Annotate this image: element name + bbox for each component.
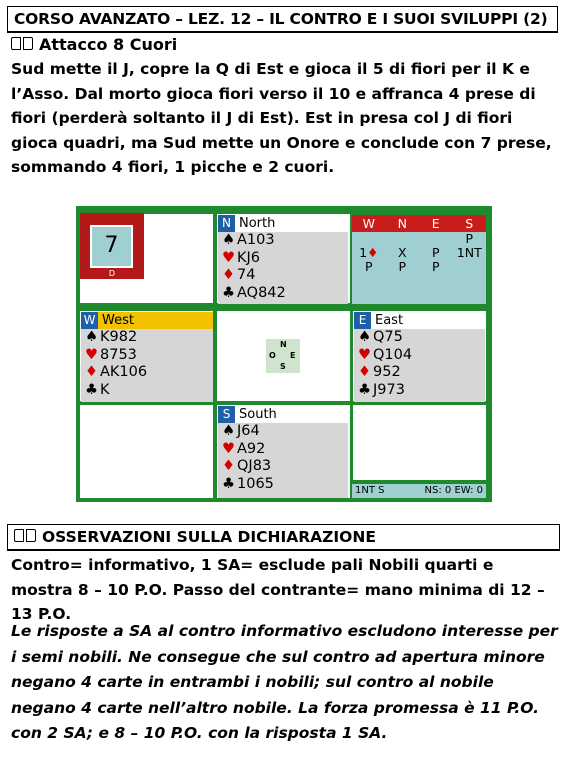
compass-rose — [266, 339, 300, 373]
south-name: South — [239, 406, 277, 422]
empty-cell — [80, 405, 213, 498]
north-diamonds: 74 — [237, 267, 256, 283]
west-name: West — [102, 312, 134, 328]
compass-e: E — [290, 351, 296, 360]
east-hand — [354, 312, 485, 402]
heart-icon: ♥ — [358, 346, 371, 363]
heart-icon: ♥ — [85, 346, 98, 363]
north-hand — [218, 215, 348, 304]
board-number: 7 — [90, 225, 133, 268]
south-seat-letter: S — [218, 406, 235, 423]
result-status — [352, 484, 486, 498]
east-hearts: Q104 — [373, 346, 413, 363]
south-hearts: A92 — [237, 440, 266, 457]
bid-col-s: S — [465, 216, 474, 231]
bid-cell: P — [465, 231, 474, 246]
east-diamonds: 952 — [373, 364, 401, 380]
contract-label: 1NT S — [355, 485, 385, 496]
diamond-icon: ♦ — [367, 245, 379, 260]
dealer-label: D — [108, 269, 116, 278]
bid-cell — [419, 232, 453, 246]
north-name: North — [239, 215, 276, 231]
north-hearts: KJ6 — [237, 249, 261, 266]
bidding-box — [352, 215, 486, 304]
bid-col-n: N — [397, 216, 407, 231]
bid-row — [352, 246, 486, 260]
result-cell — [353, 405, 486, 480]
spade-icon: ♠ — [358, 329, 371, 345]
bid-cell: P — [398, 259, 407, 274]
north-spades: A103 — [237, 232, 275, 248]
club-icon: ♣ — [85, 381, 98, 398]
club-icon: ♣ — [222, 475, 235, 492]
board-number-badge — [80, 213, 144, 279]
west-spades: K982 — [100, 329, 138, 345]
west-hand — [81, 312, 213, 402]
west-diamonds: AK106 — [100, 364, 148, 380]
bid-row — [352, 260, 486, 274]
compass-n: N — [280, 340, 287, 349]
compass-o: O — [269, 351, 276, 360]
east-spades: Q75 — [373, 329, 403, 345]
heart-icon: ♥ — [222, 440, 235, 457]
south-spades: J64 — [237, 423, 260, 439]
south-diamonds: QJ83 — [237, 458, 272, 474]
spade-icon: ♠ — [222, 423, 235, 439]
observations-paragraph: Contro= informativo, 1 SA= esclude pali Nobili quarti e mostra 8 – 10 P.O. Passo del contrante= mano minima di 12 – 13 P.O. — [11, 556, 545, 623]
north-seat-letter: N — [218, 215, 235, 232]
north-clubs: AQ842 — [237, 284, 286, 301]
bid-col-w: W — [362, 216, 375, 231]
club-icon: ♣ — [358, 381, 371, 398]
bid-cell — [352, 232, 386, 246]
diamond-icon: ♦ — [85, 364, 98, 380]
diamond-icon: ♦ — [222, 267, 235, 283]
south-hand — [218, 406, 348, 498]
italic-paragraph: Le risposte a SA al contro informativo escludono interesse per i semi nobili. Ne consegue che sul contro ad apertura minore negano 4 carte in entrambi i nobili; sul contro al nobile negano 4 carte nell’altro nobile. La forza promessa è 11 P.O. con 2 SA; e 8 – 10 P.O. con la risposta 1 SA. — [11, 622, 558, 742]
south-clubs: 1065 — [237, 475, 274, 492]
west-seat-letter: W — [81, 312, 98, 329]
attack-line — [11, 34, 177, 56]
compass-s: S — [280, 362, 286, 371]
east-seat-letter: E — [354, 312, 371, 329]
lead-paragraph: Sud mette il J, copre la Q di Est e gioca il 5 di fiori per il K e l’Asso. Dal morto gioca fiori verso il 10 e affranca 4 prese di fiori (perderà soltanto il J di Est). Est in presa col J di fiori gioca quadri, ma Sud mette un Onore e conclude con 7 prese, sommando 4 fiori, 1 picche e 2 cuori. — [11, 60, 552, 176]
bid-cell — [453, 260, 487, 274]
west-hearts: 8753 — [100, 346, 137, 363]
attack-label: Attacco 8 Cuori — [39, 35, 178, 54]
observations-title: OSSERVAZIONI SULLA DICHIARAZIONE — [42, 528, 376, 546]
west-clubs: K — [100, 381, 110, 398]
club-icon: ♣ — [222, 284, 235, 301]
diamond-icon: ♦ — [358, 364, 371, 380]
bid-cell: P — [431, 245, 440, 260]
east-clubs: J973 — [373, 381, 405, 398]
observations-header — [7, 524, 560, 551]
book-icon — [14, 529, 36, 543]
heart-icon: ♥ — [222, 249, 235, 266]
bid-cell: P — [364, 259, 373, 274]
east-name: East — [375, 312, 404, 328]
bid-cell: 1♦ — [359, 245, 379, 260]
diamond-icon: ♦ — [222, 458, 235, 474]
book-icon — [11, 37, 33, 51]
bid-cell — [386, 232, 420, 246]
bid-row — [352, 232, 486, 246]
bid-cell: X — [397, 245, 407, 260]
bid-cell: P — [431, 259, 440, 274]
spade-icon: ♠ — [85, 329, 98, 345]
bidding-header — [352, 215, 486, 232]
bid-cell: 1NT — [456, 245, 482, 260]
spade-icon: ♠ — [222, 232, 235, 248]
score-label: NS: 0 EW: 0 — [424, 485, 483, 496]
page-title: CORSO AVANZATO – LEZ. 12 – IL CONTRO E I SUOI SVILUPPI (2) — [7, 6, 558, 33]
bid-col-e: E — [431, 216, 440, 231]
